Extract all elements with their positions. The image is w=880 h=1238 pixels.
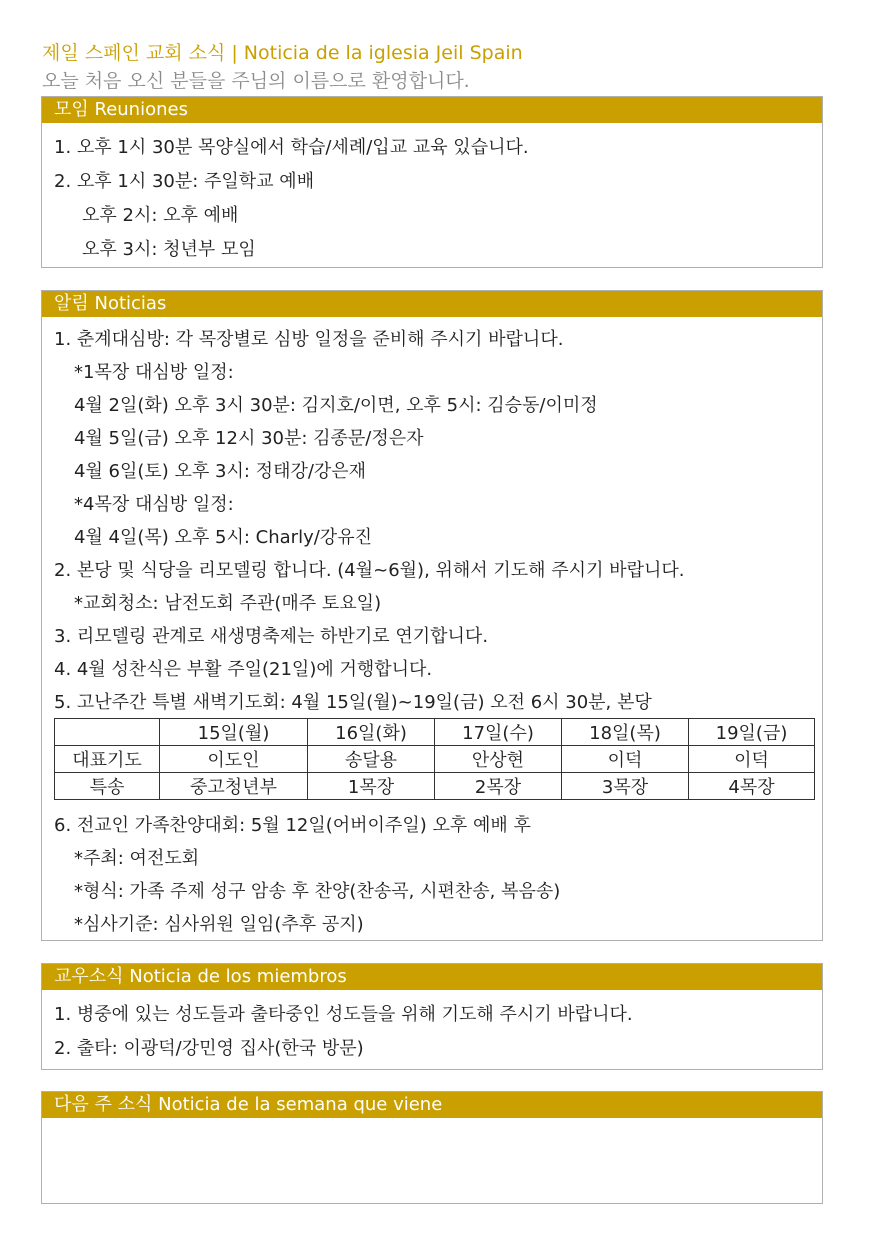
table-cell: 안상현	[435, 746, 562, 773]
noticias-line: *1목장 대심방 일정:	[74, 362, 234, 383]
section-semana	[41, 1091, 823, 1204]
noticias-line: 3. 리모델링 관계로 새생명축제는 하반기로 연기합니다.	[54, 626, 489, 647]
noticias-line: 2. 본당 및 식당을 리모델링 합니다. (4월~6월), 위해서 기도해 주시기 바랍니다.	[54, 560, 685, 581]
page-title: 제일 스페인 교회 소식 | Noticia de la iglesia Jeil Spain	[42, 42, 523, 64]
reuniones-line: 오후 3시: 청년부 모임	[82, 239, 256, 260]
noticias-line: 4월 6일(토) 오후 3시: 정태강/강은재	[74, 461, 367, 482]
noticias-line: 1. 춘계대심방: 각 목장별로 심방 일정을 준비해 주시기 바랍니다.	[54, 329, 564, 350]
table-cell: 이덕	[689, 746, 815, 773]
table-cell: 3목장	[562, 773, 689, 800]
table-header-row	[55, 719, 815, 746]
table-cell: 이덕	[562, 746, 689, 773]
section-header-semana: 다음 주 소식 Noticia de la semana que viene	[42, 1092, 822, 1118]
noticias-line: 5. 고난주간 특별 새벽기도회: 4월 15일(월)~19일(금) 오전 6시 30분, 본당	[54, 692, 652, 713]
table-row	[55, 773, 815, 800]
table-cell: 특송	[55, 773, 160, 800]
dawn-prayer-table	[54, 718, 815, 800]
reuniones-line: 1. 오후 1시 30분 목양실에서 학습/세례/입교 교육 있습니다.	[54, 137, 529, 158]
table-cell: 15일(월)	[160, 719, 308, 746]
noticias-line: 6. 전교인 가족찬양대회: 5월 12일(어버이주일) 오후 예배 후	[54, 815, 531, 836]
table-cell: 4목장	[689, 773, 815, 800]
reuniones-line: 2. 오후 1시 30분: 주일학교 예배	[54, 171, 315, 192]
table-cell: 1목장	[308, 773, 435, 800]
miembros-line: 1. 병중에 있는 성도들과 출타중인 성도들을 위해 기도해 주시기 바랍니다.	[54, 1004, 633, 1025]
section-miembros	[41, 963, 823, 1070]
table-cell	[55, 719, 160, 746]
noticias-line: *4목장 대심방 일정:	[74, 494, 234, 515]
noticias-line: 4월 5일(금) 오후 12시 30분: 김종문/정은자	[74, 428, 424, 449]
table-cell: 2목장	[435, 773, 562, 800]
table-row	[55, 746, 815, 773]
table-cell: 17일(수)	[435, 719, 562, 746]
section-noticias	[41, 290, 823, 941]
table-cell: 18일(목)	[562, 719, 689, 746]
section-header-miembros: 교우소식 Noticia de los miembros	[42, 964, 822, 990]
noticias-line: 4월 2일(화) 오후 3시 30분: 김지호/이면, 오후 5시: 김승동/이미정	[74, 395, 598, 416]
table-cell: 19일(금)	[689, 719, 815, 746]
table-cell: 송달용	[308, 746, 435, 773]
section-header-noticias: 알림 Noticias	[42, 291, 822, 317]
table-cell: 이도인	[160, 746, 308, 773]
miembros-line: 2. 출타: 이광덕/강민영 집사(한국 방문)	[54, 1038, 364, 1059]
section-header-reuniones: 모임 Reuniones	[42, 97, 822, 123]
noticias-line: *주최: 여전도회	[74, 848, 200, 869]
reuniones-line: 오후 2시: 오후 예배	[82, 205, 239, 226]
noticias-line: *교회청소: 남전도회 주관(매주 토요일)	[74, 593, 382, 614]
section-reuniones	[41, 96, 823, 268]
noticias-line: 4. 4월 성찬식은 부활 주일(21일)에 거행합니다.	[54, 659, 433, 680]
table-cell: 16일(화)	[308, 719, 435, 746]
table-cell: 중고청년부	[160, 773, 308, 800]
noticias-line: 4월 4일(목) 오후 5시: Charly/강유진	[74, 527, 372, 548]
welcome-subtitle: 오늘 처음 오신 분들을 주님의 이름으로 환영합니다.	[42, 70, 470, 92]
table-cell: 대표기도	[55, 746, 160, 773]
noticias-line: *심사기준: 심사위원 일임(추후 공지)	[74, 914, 364, 935]
noticias-line: *형식: 가족 주제 성구 암송 후 찬양(찬송곡, 시편찬송, 복음송)	[74, 881, 561, 902]
